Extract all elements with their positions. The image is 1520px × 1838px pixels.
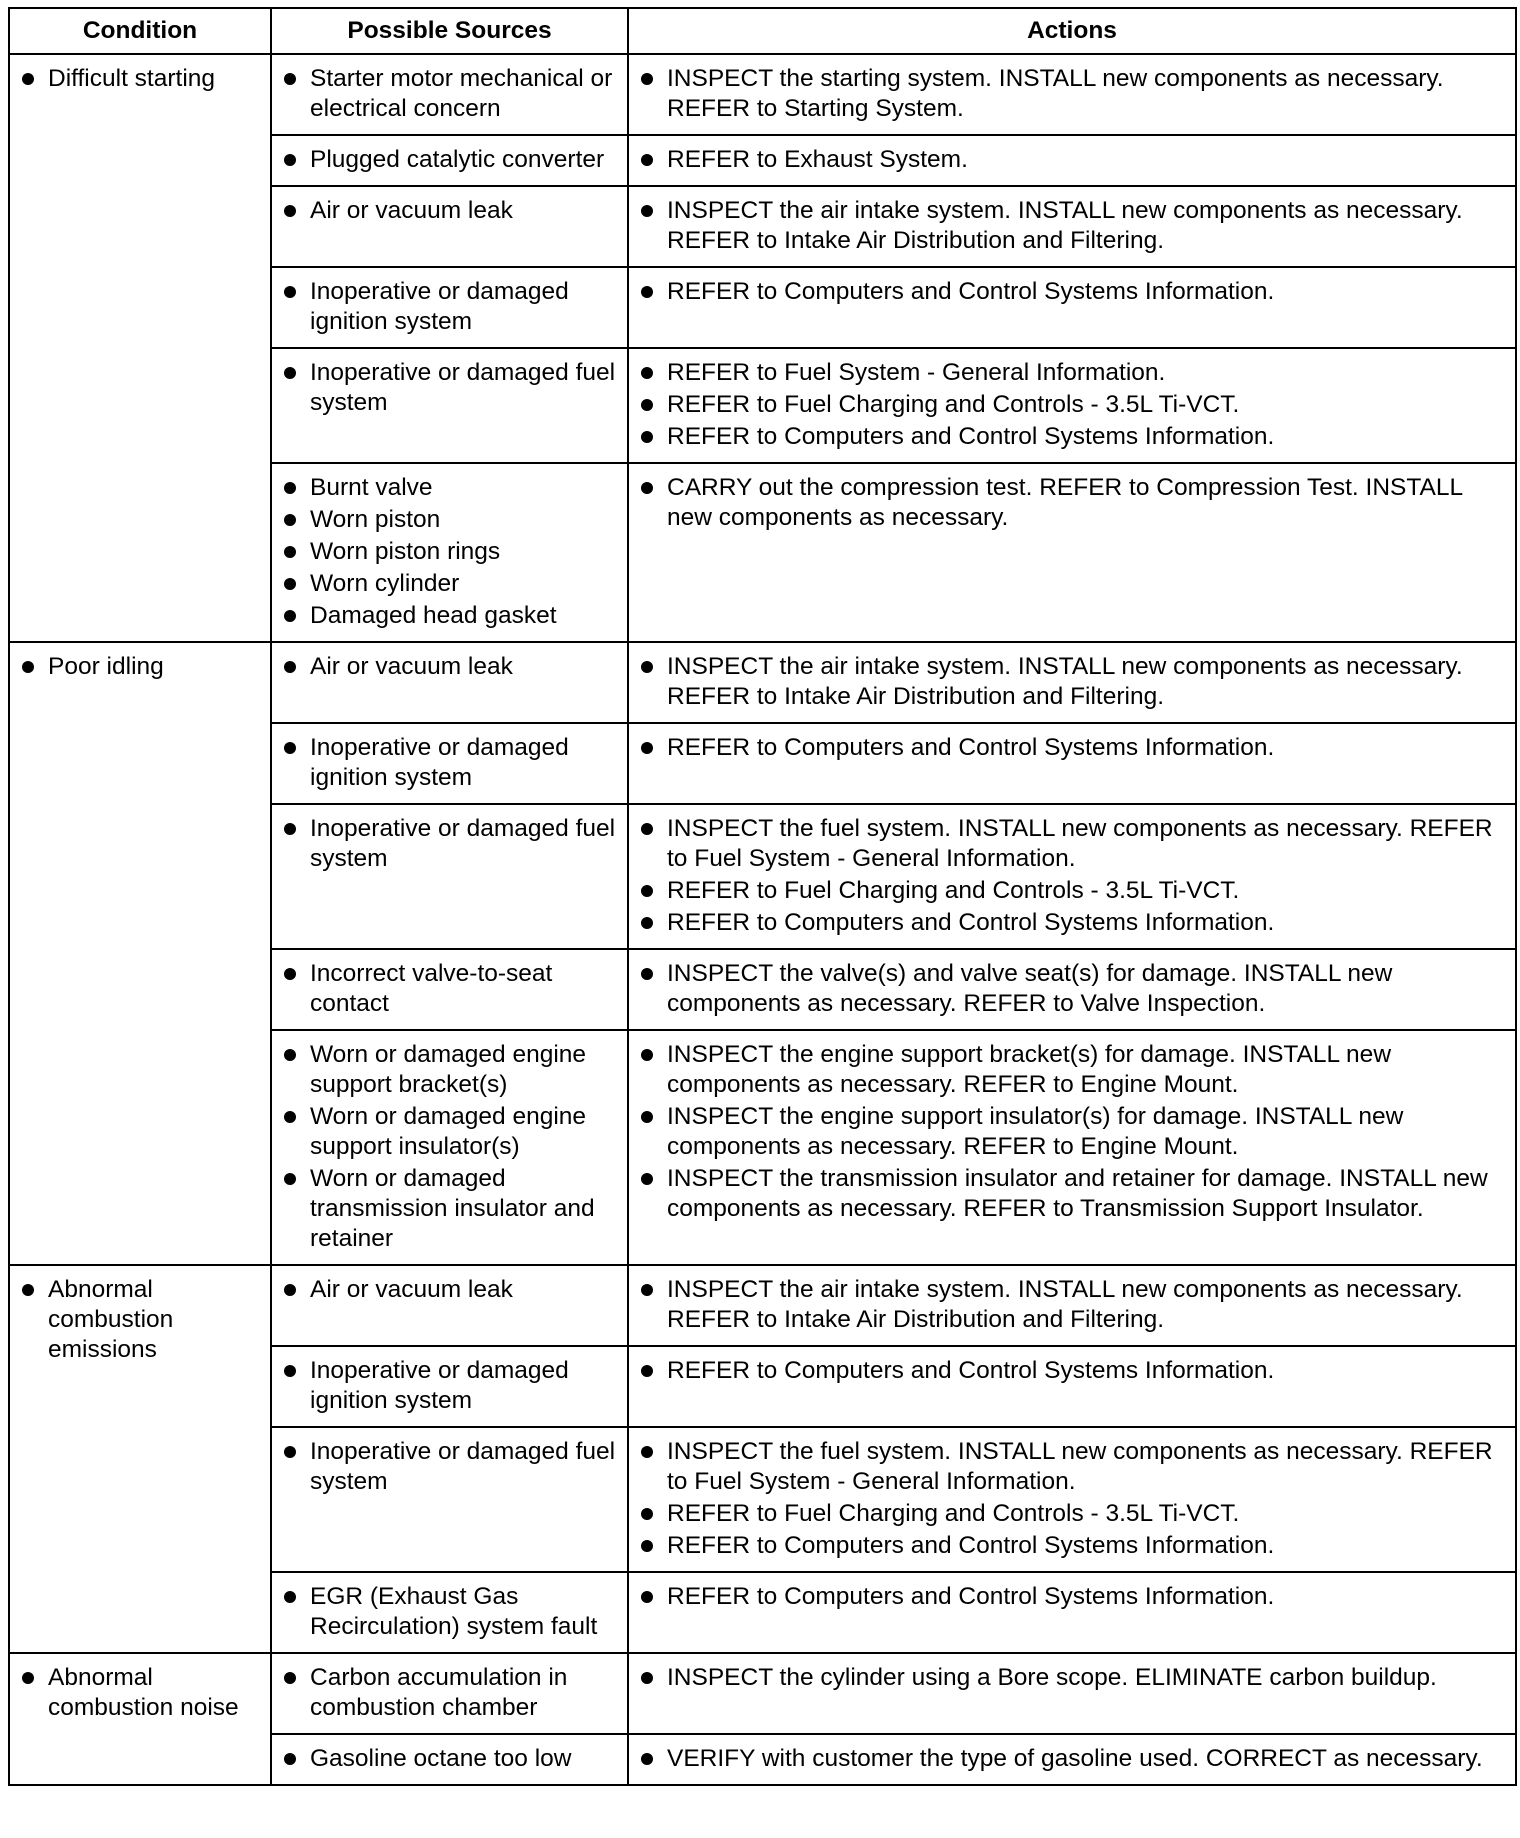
- sources-list: [278, 196, 619, 226]
- actions-list: [635, 277, 1507, 307]
- actions-cell: [628, 1734, 1516, 1785]
- action-item: REFER to Fuel Charging and Controls - 3.5L Ti-VCT.: [635, 876, 1507, 906]
- action-item: INSPECT the starting system. INSTALL new components as necessary. REFER to Starting System.: [635, 64, 1507, 124]
- actions-cell: [628, 949, 1516, 1030]
- possible-sources-cell: [271, 54, 628, 135]
- source-item: Worn piston rings: [278, 537, 619, 567]
- actions-list: [635, 1582, 1507, 1612]
- action-item: REFER to Computers and Control Systems Information.: [635, 733, 1507, 763]
- action-item: INSPECT the fuel system. INSTALL new components as necessary. REFER to Fuel System - General Information.: [635, 814, 1507, 874]
- sources-list: [278, 64, 619, 124]
- possible-sources-cell: [271, 463, 628, 642]
- actions-list: [635, 814, 1507, 938]
- possible-sources-cell: [271, 348, 628, 463]
- actions-list: [635, 145, 1507, 175]
- condition-cell: [9, 1265, 271, 1653]
- action-item: CARRY out the compression test. REFER to Compression Test. INSTALL new components as necessary.: [635, 473, 1507, 533]
- possible-sources-cell: [271, 1734, 628, 1785]
- source-item: Air or vacuum leak: [278, 652, 619, 682]
- actions-list: [635, 64, 1507, 124]
- actions-list: [635, 358, 1507, 452]
- action-item: INSPECT the air intake system. INSTALL new components as necessary. REFER to Intake Air Distribution and Filtering.: [635, 196, 1507, 256]
- actions-list: [635, 1275, 1507, 1335]
- source-item: Worn or damaged transmission insulator and retainer: [278, 1164, 619, 1254]
- actions-list: [635, 1040, 1507, 1224]
- header-actions: Actions: [628, 8, 1516, 54]
- condition-cell: [9, 1653, 271, 1785]
- condition-item: Difficult starting: [16, 64, 262, 94]
- actions-cell: [628, 723, 1516, 804]
- actions-list: [635, 1744, 1507, 1774]
- action-item: INSPECT the fuel system. INSTALL new components as necessary. REFER to Fuel System - General Information.: [635, 1437, 1507, 1497]
- actions-cell: [628, 348, 1516, 463]
- sources-list: [278, 1663, 619, 1723]
- condition-list: [16, 1663, 262, 1723]
- sources-list: [278, 1437, 619, 1497]
- table-row: [9, 1653, 1516, 1734]
- table-body: [9, 54, 1516, 1785]
- sources-list: [278, 1582, 619, 1642]
- actions-cell: [628, 1653, 1516, 1734]
- condition-item: Abnormal combustion noise: [16, 1663, 262, 1723]
- action-item: REFER to Exhaust System.: [635, 145, 1507, 175]
- actions-list: [635, 733, 1507, 763]
- source-item: Air or vacuum leak: [278, 196, 619, 226]
- action-item: REFER to Computers and Control Systems Information.: [635, 908, 1507, 938]
- possible-sources-cell: [271, 1030, 628, 1265]
- table-row: [9, 54, 1516, 135]
- source-item: Incorrect valve-to-seat contact: [278, 959, 619, 1019]
- possible-sources-cell: [271, 1572, 628, 1653]
- possible-sources-cell: [271, 642, 628, 723]
- header-possible-sources: Possible Sources: [271, 8, 628, 54]
- actions-cell: [628, 1265, 1516, 1346]
- actions-cell: [628, 1427, 1516, 1572]
- actions-list: [635, 1356, 1507, 1386]
- source-item: Damaged head gasket: [278, 601, 619, 631]
- actions-list: [635, 473, 1507, 533]
- source-item: Gasoline octane too low: [278, 1744, 619, 1774]
- actions-cell: [628, 135, 1516, 186]
- source-item: Starter motor mechanical or electrical concern: [278, 64, 619, 124]
- table-row: [9, 642, 1516, 723]
- source-item: Inoperative or damaged fuel system: [278, 814, 619, 874]
- action-item: INSPECT the cylinder using a Bore scope. ELIMINATE carbon buildup.: [635, 1663, 1507, 1693]
- sources-list: [278, 959, 619, 1019]
- action-item: REFER to Computers and Control Systems Information.: [635, 277, 1507, 307]
- possible-sources-cell: [271, 1427, 628, 1572]
- condition-item: Poor idling: [16, 652, 262, 682]
- source-item: Inoperative or damaged ignition system: [278, 1356, 619, 1416]
- condition-list: [16, 1275, 262, 1365]
- sources-list: [278, 277, 619, 337]
- header-condition: Condition: [9, 8, 271, 54]
- action-item: INSPECT the air intake system. INSTALL new components as necessary. REFER to Intake Air Distribution and Filtering.: [635, 652, 1507, 712]
- source-item: Air or vacuum leak: [278, 1275, 619, 1305]
- actions-list: [635, 196, 1507, 256]
- possible-sources-cell: [271, 804, 628, 949]
- action-item: REFER to Computers and Control Systems Information.: [635, 422, 1507, 452]
- condition-list: [16, 652, 262, 682]
- source-item: Worn or damaged engine support bracket(s): [278, 1040, 619, 1100]
- actions-list: [635, 959, 1507, 1019]
- symptom-chart-table: [8, 7, 1517, 1786]
- actions-cell: [628, 186, 1516, 267]
- condition-list: [16, 64, 262, 94]
- sources-list: [278, 473, 619, 631]
- action-item: REFER to Fuel System - General Information.: [635, 358, 1507, 388]
- actions-cell: [628, 54, 1516, 135]
- sources-list: [278, 1356, 619, 1416]
- action-item: VERIFY with customer the type of gasoline used. CORRECT as necessary.: [635, 1744, 1507, 1774]
- actions-cell: [628, 1030, 1516, 1265]
- source-item: Worn cylinder: [278, 569, 619, 599]
- possible-sources-cell: [271, 1653, 628, 1734]
- source-item: Inoperative or damaged fuel system: [278, 1437, 619, 1497]
- condition-cell: [9, 642, 271, 1265]
- possible-sources-cell: [271, 135, 628, 186]
- source-item: Plugged catalytic converter: [278, 145, 619, 175]
- action-item: INSPECT the transmission insulator and retainer for damage. INSTALL new components as necessary. REFER to Transmission Support Insulator.: [635, 1164, 1507, 1224]
- source-item: Carbon accumulation in combustion chamber: [278, 1663, 619, 1723]
- sources-list: [278, 733, 619, 793]
- sources-list: [278, 652, 619, 682]
- source-item: Worn piston: [278, 505, 619, 535]
- actions-cell: [628, 267, 1516, 348]
- sources-list: [278, 145, 619, 175]
- possible-sources-cell: [271, 1265, 628, 1346]
- action-item: INSPECT the engine support bracket(s) for damage. INSTALL new components as necessary. REFER to Engine Mount.: [635, 1040, 1507, 1100]
- action-item: REFER to Fuel Charging and Controls - 3.5L Ti-VCT.: [635, 390, 1507, 420]
- actions-cell: [628, 804, 1516, 949]
- possible-sources-cell: [271, 723, 628, 804]
- possible-sources-cell: [271, 267, 628, 348]
- action-item: REFER to Fuel Charging and Controls - 3.5L Ti-VCT.: [635, 1499, 1507, 1529]
- action-item: REFER to Computers and Control Systems Information.: [635, 1356, 1507, 1386]
- source-item: Burnt valve: [278, 473, 619, 503]
- condition-cell: [9, 54, 271, 642]
- source-item: Inoperative or damaged ignition system: [278, 277, 619, 337]
- source-item: EGR (Exhaust Gas Recirculation) system fault: [278, 1582, 619, 1642]
- actions-cell: [628, 642, 1516, 723]
- possible-sources-cell: [271, 186, 628, 267]
- action-item: REFER to Computers and Control Systems Information.: [635, 1531, 1507, 1561]
- condition-item: Abnormal combustion emissions: [16, 1275, 262, 1365]
- actions-list: [635, 1437, 1507, 1561]
- sources-list: [278, 1040, 619, 1254]
- sources-list: [278, 1275, 619, 1305]
- actions-cell: [628, 1572, 1516, 1653]
- possible-sources-cell: [271, 1346, 628, 1427]
- actions-list: [635, 652, 1507, 712]
- source-item: Inoperative or damaged fuel system: [278, 358, 619, 418]
- actions-cell: [628, 1346, 1516, 1427]
- action-item: INSPECT the engine support insulator(s) for damage. INSTALL new components as necessary. REFER to Engine Mount.: [635, 1102, 1507, 1162]
- source-item: Inoperative or damaged ignition system: [278, 733, 619, 793]
- possible-sources-cell: [271, 949, 628, 1030]
- sources-list: [278, 358, 619, 418]
- action-item: INSPECT the air intake system. INSTALL new components as necessary. REFER to Intake Air Distribution and Filtering.: [635, 1275, 1507, 1335]
- actions-list: [635, 1663, 1507, 1693]
- action-item: INSPECT the valve(s) and valve seat(s) for damage. INSTALL new components as necessary. REFER to Valve Inspection.: [635, 959, 1507, 1019]
- sources-list: [278, 1744, 619, 1774]
- source-item: Worn or damaged engine support insulator(s): [278, 1102, 619, 1162]
- sources-list: [278, 814, 619, 874]
- actions-cell: [628, 463, 1516, 642]
- table-row: [9, 1265, 1516, 1346]
- header-row: [9, 8, 1516, 54]
- action-item: REFER to Computers and Control Systems Information.: [635, 1582, 1507, 1612]
